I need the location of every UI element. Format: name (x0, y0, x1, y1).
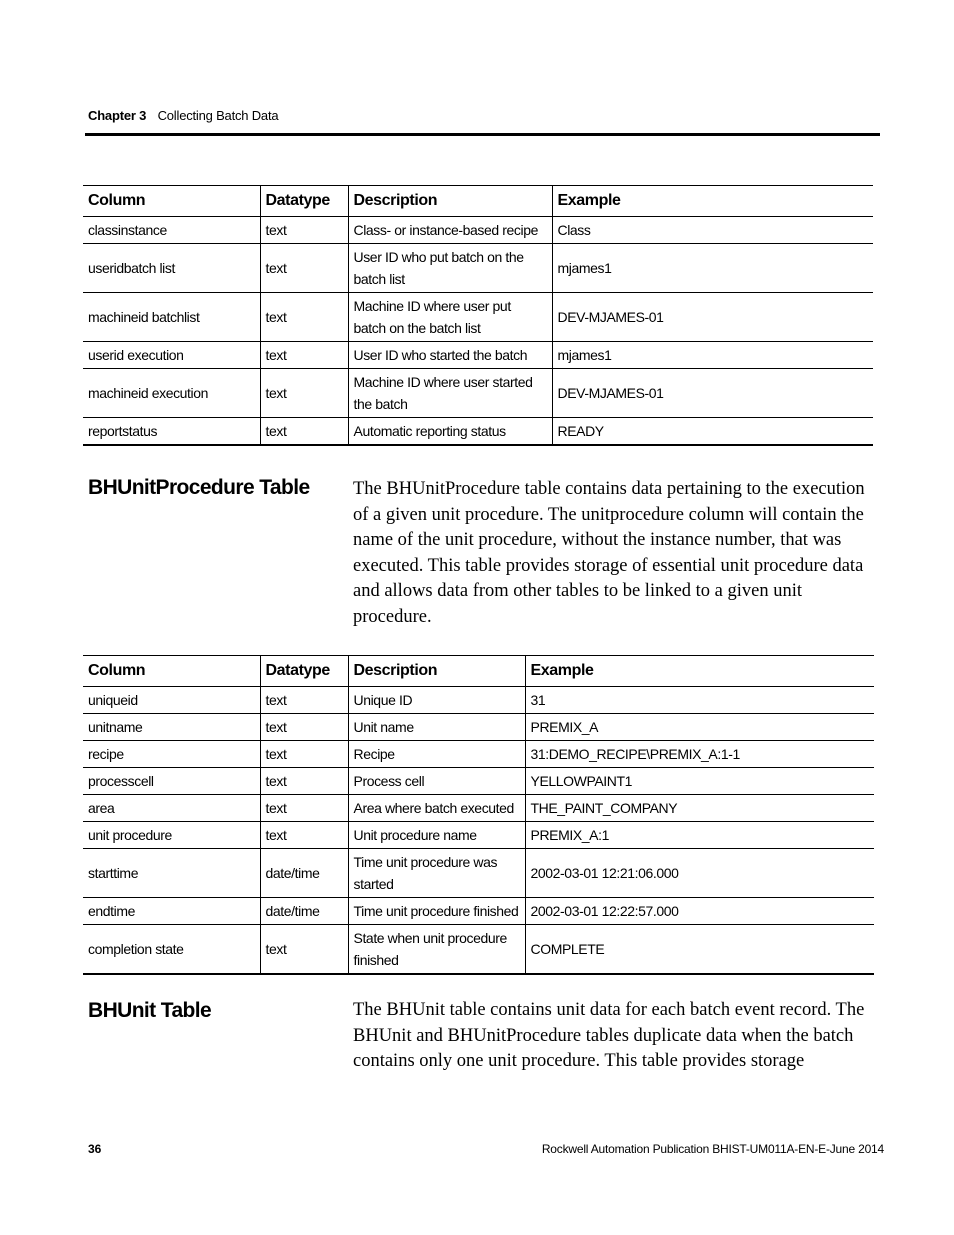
table-header-row (83, 656, 874, 687)
table-row (83, 898, 874, 925)
column-header: Example (552, 186, 873, 217)
table-cell: text (260, 714, 348, 741)
table-cell: Machine ID where user put batch on the batch list (348, 293, 552, 342)
table-cell: date/time (260, 898, 348, 925)
section-heading-bhunit: BHUnit Table (88, 999, 212, 1022)
table-cell: Process cell (348, 768, 525, 795)
table-cell: text (260, 217, 348, 244)
table-row (83, 795, 874, 822)
column-header: Description (348, 186, 552, 217)
table-cell: machineid execution (83, 369, 260, 418)
table-cell: recipe (83, 741, 260, 768)
running-header (88, 108, 278, 123)
header-rule (85, 133, 880, 136)
table-cell: Time unit procedure was started (348, 849, 525, 898)
table-cell: text (260, 293, 348, 342)
publication-info: Rockwell Automation Publication BHIST-UM011A-EN-E-June 2014 (541, 1142, 884, 1156)
table-row (83, 418, 873, 446)
table-cell: uniqueid (83, 687, 260, 714)
table-cell: Time unit procedure finished (348, 898, 525, 925)
table-row (83, 849, 874, 898)
table-cell: Class- or instance-based recipe (348, 217, 552, 244)
chapter-title: Collecting Batch Data (157, 108, 279, 123)
table-cell: PREMIX_A:1 (525, 822, 874, 849)
table-cell: useridbatch list (83, 244, 260, 293)
table-cell: 2002-03-01 12:21:06.000 (525, 849, 874, 898)
table-row (83, 369, 873, 418)
column-header: Description (348, 656, 525, 687)
table-cell: area (83, 795, 260, 822)
table-row (83, 714, 874, 741)
table-cell: 31 (525, 687, 874, 714)
table-cell: YELLOWPAINT1 (525, 768, 874, 795)
table-cell: text (260, 687, 348, 714)
table-cell: User ID who started the batch (348, 342, 552, 369)
table-cell: Unit procedure name (348, 822, 525, 849)
table-cell: text (260, 925, 348, 975)
bhunitprocedure-table (83, 655, 874, 975)
table-cell: text (260, 244, 348, 293)
page-number: 36 (88, 1142, 102, 1156)
table-cell: starttime (83, 849, 260, 898)
table-cell: COMPLETE (525, 925, 874, 975)
table-row (83, 342, 873, 369)
table-cell: 31:DEMO_RECIPE\PREMIX_A:1-1 (525, 741, 874, 768)
table-cell: Machine ID where user started the batch (348, 369, 552, 418)
table-cell: Unit name (348, 714, 525, 741)
table-cell: endtime (83, 898, 260, 925)
table-cell: User ID who put batch on the batch list (348, 244, 552, 293)
table-cell: DEV-MJAMES-01 (552, 369, 873, 418)
column-header: Example (525, 656, 874, 687)
table-cell: mjames1 (552, 342, 873, 369)
table-cell: text (260, 795, 348, 822)
section-heading-bhunitprocedure: BHUnitProcedure Table (88, 476, 310, 499)
table-row (83, 925, 874, 975)
table-cell: PREMIX_A (525, 714, 874, 741)
section-body-bhunitprocedure: The BHUnitProcedure table contains data pertaining to the execution of a given unit procedure. The unitprocedure column will contain the name of the unit procedure, without the instance number, that was executed. This table provides storage of essential unit procedure data and allows data from other tables to be linked to a given unit procedure. (353, 479, 865, 627)
table-cell: Unique ID (348, 687, 525, 714)
table-cell: Area where batch executed (348, 795, 525, 822)
table-cell: Recipe (348, 741, 525, 768)
column-header: Column (83, 186, 260, 217)
table-cell: text (260, 342, 348, 369)
table-row (83, 293, 873, 342)
table-cell: reportstatus (83, 418, 260, 446)
column-header: Datatype (260, 656, 348, 687)
table-cell: text (260, 741, 348, 768)
table-row (83, 217, 873, 244)
table-cell: State when unit procedure finished (348, 925, 525, 975)
column-header: Column (83, 656, 260, 687)
table-cell: Automatic reporting status (348, 418, 552, 446)
section-body-bhunit: The BHUnit table contains unit data for each batch event record. The BHUnit and BHUnitProcedure tables duplicate data when the batch contains only one unit procedure. This table provides storage (353, 1000, 865, 1072)
batch-columns-table (83, 185, 873, 446)
table-row (83, 822, 874, 849)
table-row (83, 741, 874, 768)
column-header: Datatype (260, 186, 348, 217)
table-cell: processcell (83, 768, 260, 795)
table-cell: text (260, 768, 348, 795)
chapter-label: Chapter 3 (88, 108, 147, 123)
table-cell: date/time (260, 849, 348, 898)
table-cell: mjames1 (552, 244, 873, 293)
table-cell: userid execution (83, 342, 260, 369)
table-cell: text (260, 822, 348, 849)
table-cell: Class (552, 217, 873, 244)
table-row (83, 768, 874, 795)
table-header-row (83, 186, 873, 217)
table-cell: text (260, 369, 348, 418)
table-cell: READY (552, 418, 873, 446)
table-cell: 2002-03-01 12:22:57.000 (525, 898, 874, 925)
table-cell: machineid batchlist (83, 293, 260, 342)
table-cell: DEV-MJAMES-01 (552, 293, 873, 342)
table-cell: text (260, 418, 348, 446)
table-cell: THE_PAINT_COMPANY (525, 795, 874, 822)
table-row (83, 687, 874, 714)
table-cell: classinstance (83, 217, 260, 244)
table-cell: completion state (83, 925, 260, 975)
table-row (83, 244, 873, 293)
table-cell: unit procedure (83, 822, 260, 849)
table-cell: unitname (83, 714, 260, 741)
